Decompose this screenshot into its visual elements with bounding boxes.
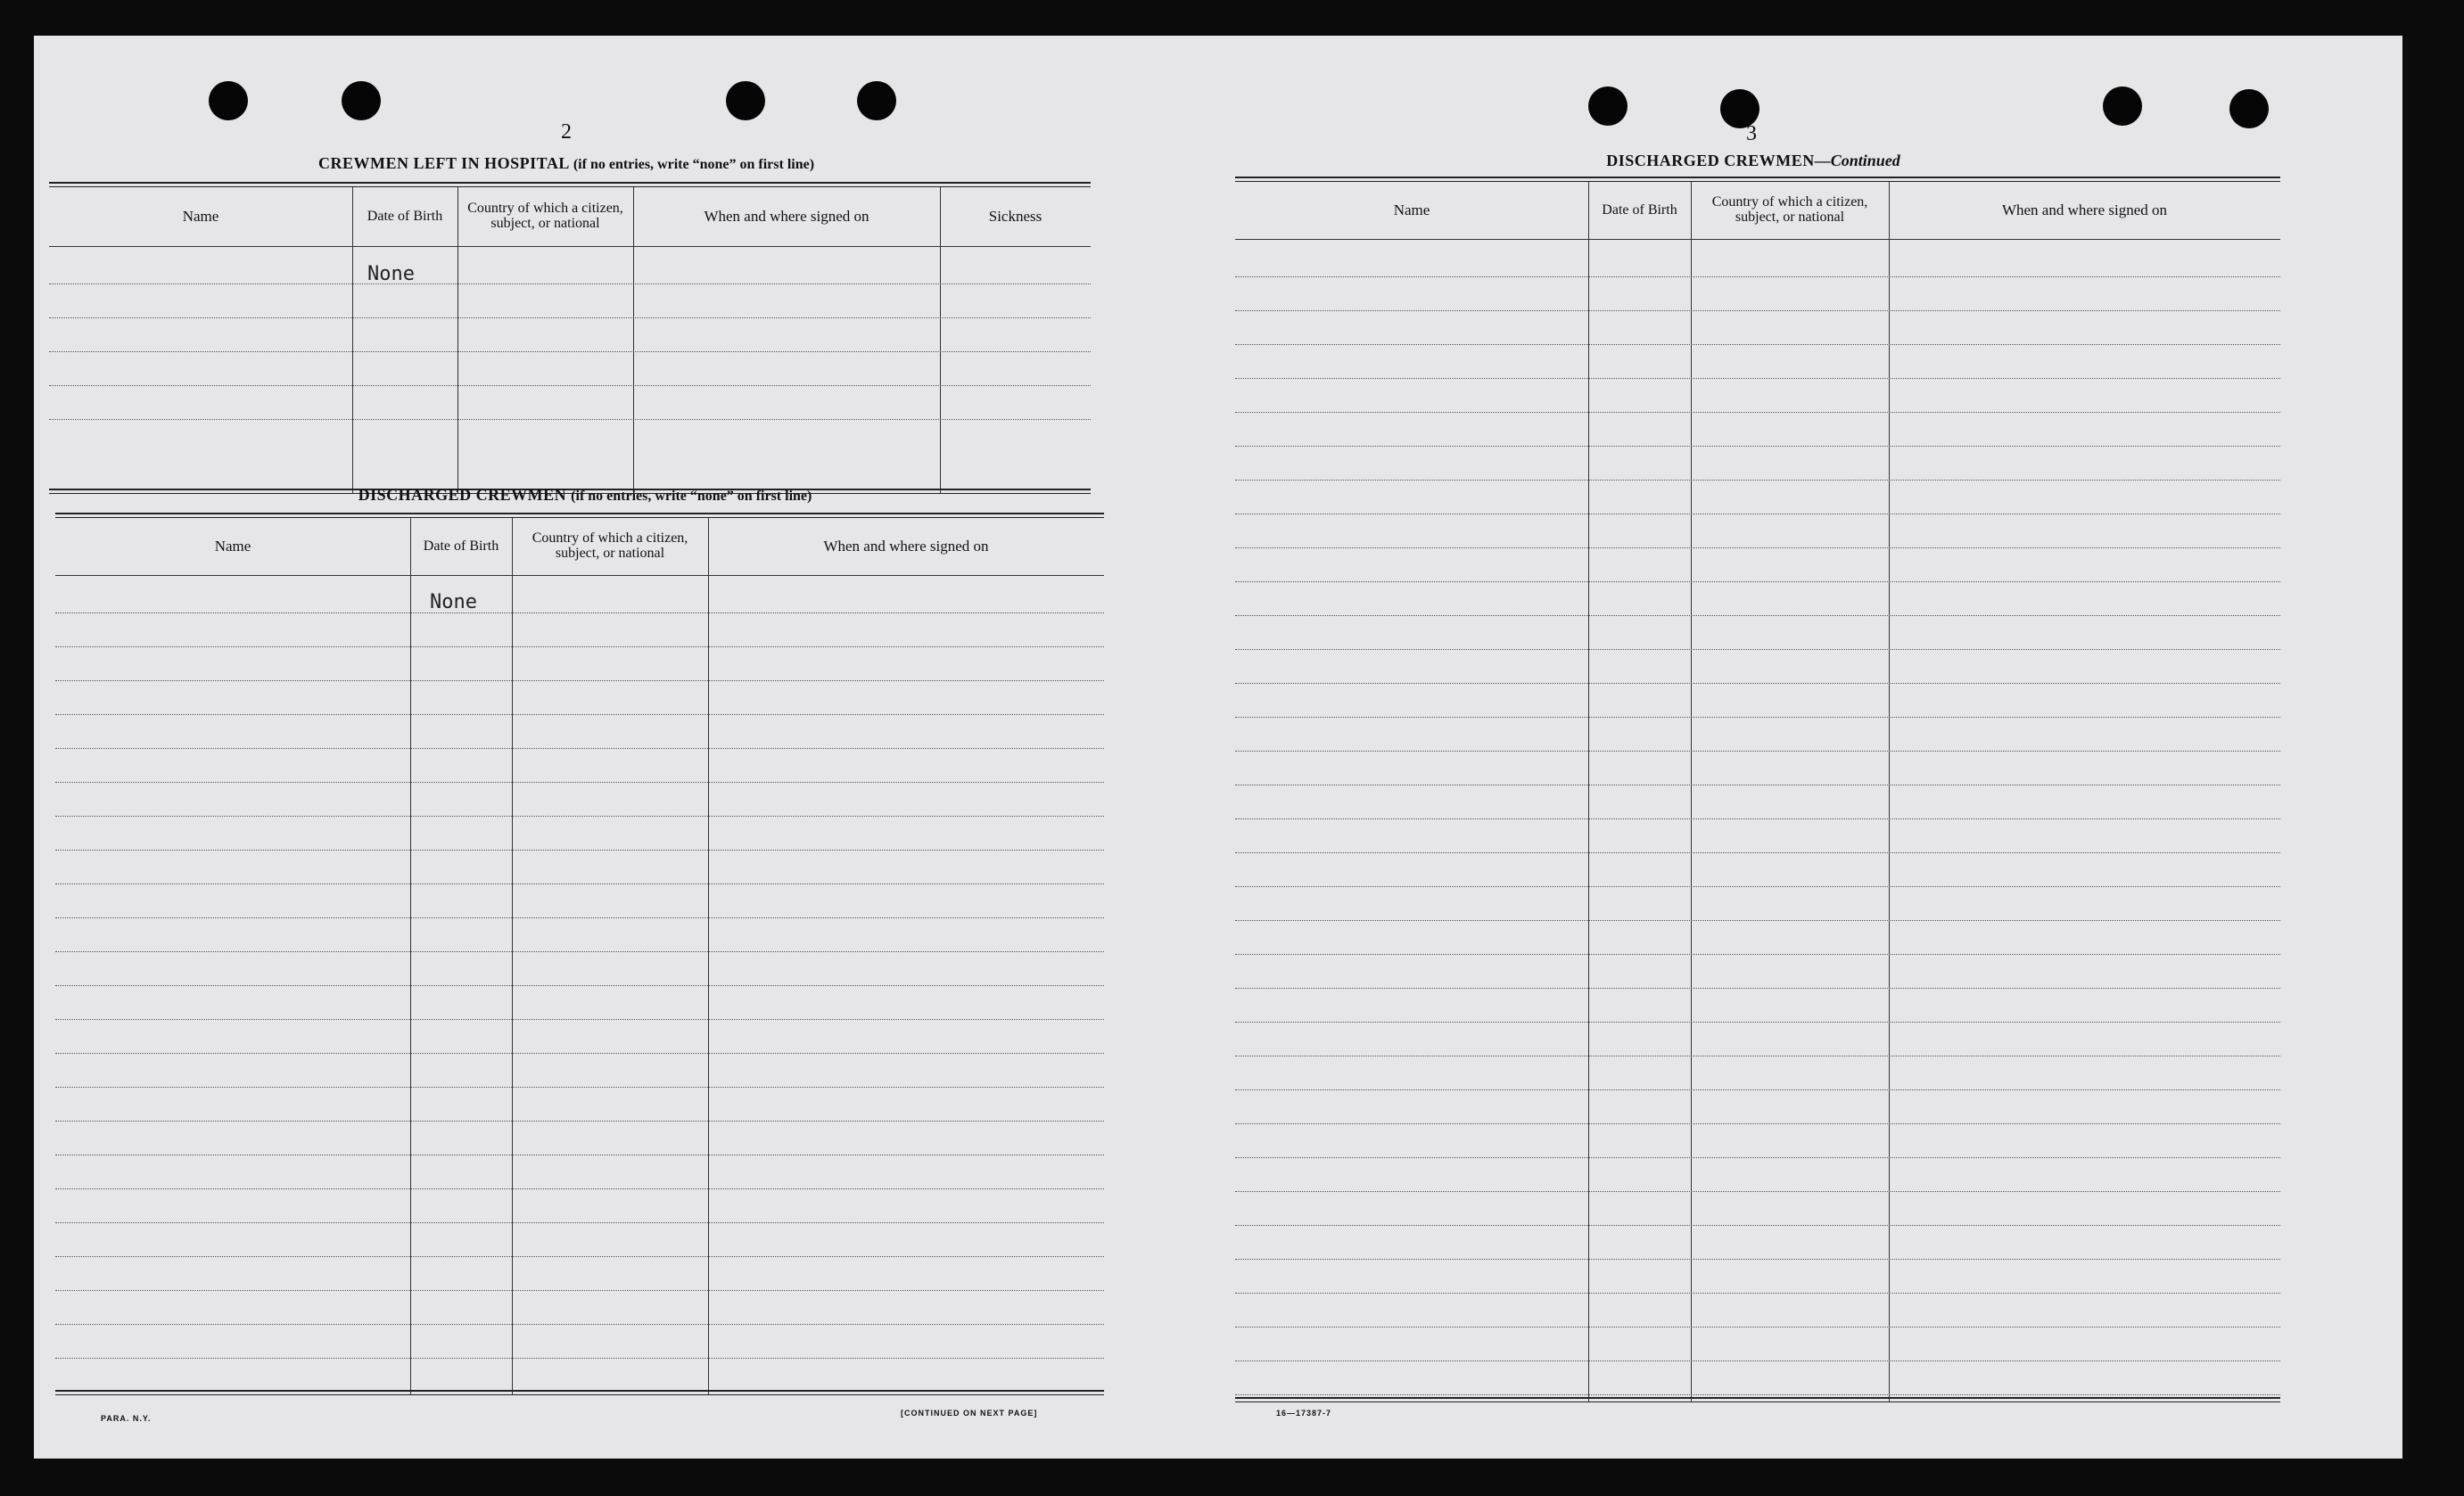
footer-printer-mark: PARA. N.Y.	[101, 1414, 152, 1423]
table-row[interactable]	[1235, 378, 2280, 413]
table-row[interactable]	[1235, 852, 2280, 887]
table-row[interactable]	[1235, 1089, 2280, 1124]
table-row[interactable]	[55, 714, 1104, 749]
table-row[interactable]	[55, 1222, 1104, 1257]
table-row[interactable]	[55, 1053, 1104, 1088]
table-row[interactable]	[1235, 514, 2280, 548]
table-header	[49, 187, 1091, 247]
table-row[interactable]	[49, 385, 1091, 420]
page-number-left: 2	[561, 120, 572, 144]
table-row[interactable]	[55, 1324, 1104, 1359]
table-row[interactable]	[49, 246, 1091, 284]
punch-hole-icon	[857, 81, 896, 120]
discharged-continued-title-text: DISCHARGED CREWMEN	[1606, 152, 1815, 169]
table-header	[55, 518, 1104, 576]
column-header-date-of-birth: Date of Birth	[367, 208, 443, 224]
table-row[interactable]	[1235, 276, 2280, 311]
table-row[interactable]	[1235, 615, 2280, 650]
discharged-section-title	[358, 486, 812, 505]
column-header-signed-on: When and where signed on	[823, 538, 989, 555]
table-row[interactable]	[55, 917, 1104, 952]
discharged-title-note: (if no entries, write “none” on first line)	[571, 489, 812, 504]
table-row[interactable]	[55, 612, 1104, 647]
table-row[interactable]	[1235, 344, 2280, 379]
table-row[interactable]	[1235, 1022, 2280, 1056]
column-header-country: Country of which a citizen, subject, or national	[467, 201, 623, 231]
table-row[interactable]	[1235, 1157, 2280, 1192]
punch-hole-icon	[209, 81, 248, 120]
table-row[interactable]	[1235, 785, 2280, 819]
column-header-name: Name	[214, 538, 251, 555]
table-row[interactable]	[49, 284, 1091, 318]
discharged-continued-title	[1606, 152, 1900, 170]
discharged-table-left	[55, 513, 1104, 1404]
table-row[interactable]	[1235, 1225, 2280, 1260]
table-bottom-rule	[55, 1390, 1104, 1395]
document-sheet	[34, 36, 2402, 1459]
table-row[interactable]	[55, 680, 1104, 715]
discharged-entry-none: None	[430, 591, 477, 613]
table-row[interactable]	[1235, 751, 2280, 785]
table-row[interactable]	[55, 850, 1104, 884]
discharged-continued-suffix: —Continued	[1814, 152, 1900, 169]
table-row[interactable]	[1235, 683, 2280, 718]
table-row[interactable]	[1235, 1293, 2280, 1327]
punch-hole-icon	[2103, 86, 2142, 126]
table-row[interactable]	[1235, 446, 2280, 481]
punch-hole-icon	[2229, 89, 2269, 128]
table-row[interactable]	[55, 985, 1104, 1020]
hospital-title-text: CREWMEN LEFT IN HOSPITAL	[317, 154, 569, 172]
column-header-country: Country of which a citizen, subject, or national	[1711, 194, 1868, 225]
punch-hole-icon	[726, 81, 765, 120]
table-row[interactable]	[55, 575, 1104, 613]
table-row[interactable]	[1235, 480, 2280, 514]
table-row[interactable]	[55, 782, 1104, 817]
table-row[interactable]	[49, 351, 1091, 386]
table-row[interactable]	[1235, 920, 2280, 955]
table-header	[1235, 182, 2280, 240]
discharged-title-text: DISCHARGED CREWMEN	[358, 486, 567, 504]
page-number-right: 3	[1746, 122, 1757, 145]
table-row[interactable]	[1235, 818, 2280, 853]
footer-form-number: 16—17387-7	[1276, 1409, 1332, 1418]
table-row[interactable]	[55, 951, 1104, 986]
footer-continued-note: [CONTINUED ON NEXT PAGE]	[901, 1409, 1038, 1418]
table-row[interactable]	[49, 317, 1091, 352]
table-row[interactable]	[55, 1290, 1104, 1325]
punch-hole-icon	[1588, 86, 1628, 126]
table-row[interactable]	[55, 1256, 1104, 1291]
table-row[interactable]	[1235, 1259, 2280, 1294]
table-row[interactable]	[55, 748, 1104, 783]
table-row[interactable]	[1235, 239, 2280, 277]
table-row[interactable]	[55, 816, 1104, 851]
table-row[interactable]	[1235, 649, 2280, 684]
table-row[interactable]	[1235, 581, 2280, 616]
table-row[interactable]	[55, 1087, 1104, 1122]
table-bottom-rule	[1235, 1397, 2280, 1402]
table-row[interactable]	[1235, 1123, 2280, 1158]
table-row[interactable]	[1235, 412, 2280, 447]
table-row[interactable]	[1235, 1327, 2280, 1361]
column-header-sickness: Sickness	[988, 208, 1042, 226]
column-header-name: Name	[182, 208, 219, 226]
column-header-signed-on: When and where signed on	[704, 208, 869, 226]
column-header-date-of-birth: Date of Birth	[1602, 201, 1677, 218]
column-header-name: Name	[1393, 201, 1430, 219]
table-row[interactable]	[1235, 1360, 2280, 1395]
punch-hole-icon	[342, 81, 381, 120]
table-row[interactable]	[1235, 988, 2280, 1023]
table-row[interactable]	[55, 1188, 1104, 1223]
hospital-title-note: (if no entries, write “none” on first line)	[573, 157, 815, 172]
column-header-signed-on: When and where signed on	[2001, 201, 2168, 219]
discharged-table-right	[1235, 177, 2280, 1411]
table-row[interactable]	[1235, 1191, 2280, 1226]
hospital-table	[49, 182, 1091, 499]
table-row[interactable]	[1235, 1056, 2280, 1090]
table-row[interactable]	[1235, 954, 2280, 989]
table-row[interactable]	[55, 884, 1104, 918]
hospital-entry-none: None	[367, 263, 415, 285]
table-row[interactable]	[55, 1155, 1104, 1189]
hospital-section-title	[318, 154, 814, 173]
table-row[interactable]	[1235, 547, 2280, 582]
table-row[interactable]	[55, 1019, 1104, 1054]
table-row[interactable]	[55, 1121, 1104, 1155]
table-row[interactable]	[1235, 886, 2280, 921]
table-row[interactable]	[1235, 717, 2280, 752]
table-row[interactable]	[1235, 310, 2280, 345]
column-header-country: Country of which a citizen, subject, or national	[532, 530, 688, 561]
table-row[interactable]	[55, 646, 1104, 681]
column-header-date-of-birth: Date of Birth	[423, 538, 499, 554]
